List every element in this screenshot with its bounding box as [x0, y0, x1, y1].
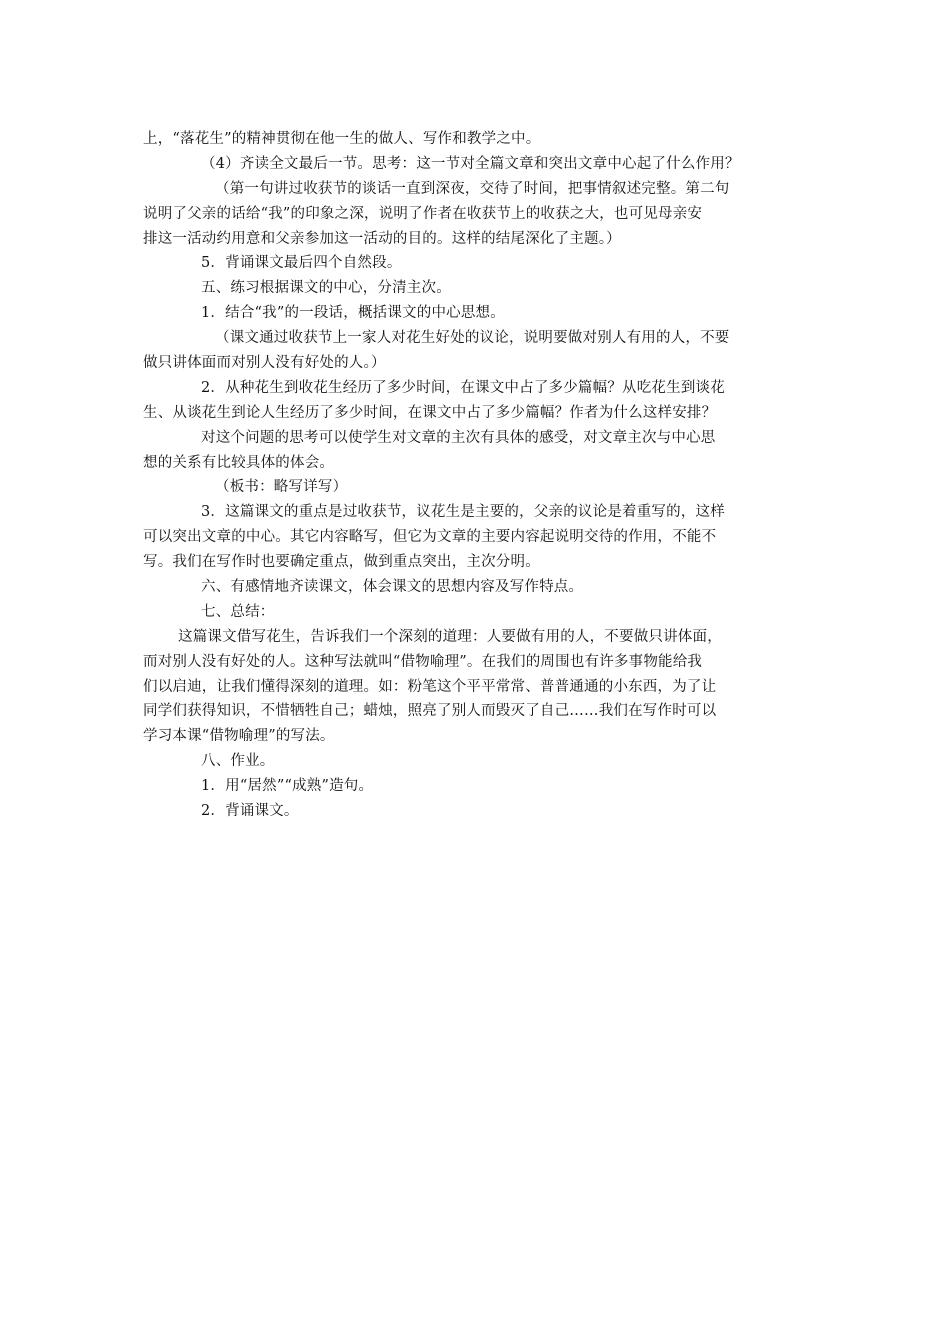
text-line: 2．从种花生到收花生经历了多少时间，在课文中占了多少篇幅？从吃花生到谈花 [201, 379, 725, 396]
text-line: （板书：略写详写） [215, 479, 348, 496]
text-line: 八、作业。 [201, 753, 275, 770]
text-line: （4）齐读全文最后一节。思考：这一节对全篇文章和突出文章中心起了什么作用？ [201, 155, 740, 172]
text-line: 五、练习根据课文的中心，分清主次。 [201, 280, 451, 297]
text-line: 做只讲体面而对别人没有好处的人。） [143, 355, 386, 372]
text-line: 可以突出文章的中心。其它内容略写，但它为文章的主要内容起说明交待的作用，不能不 [143, 529, 717, 546]
text-line: 2．背诵课文。 [201, 803, 299, 820]
text-line: 学习本课“借物喻理”的写法。 [143, 728, 335, 745]
text-line: 生、从谈花生到论人生经历了多少时间，在课文中占了多少篇幅？作者为什么这样安排？ [143, 404, 717, 421]
text-line: 对这个问题的思考可以使学生对文章的主次有具体的感受，对文章主次与中心思 [201, 429, 716, 446]
text-line: （第一句讲过收获节的谈话一直到深夜，交待了时间，把事情叙述完整。第二句 [215, 180, 730, 197]
text-line: 上，“落花生”的精神贯彻在他一生的做人、写作和教学之中。 [143, 131, 541, 147]
document-body [143, 127, 807, 824]
text-line: 六、有感情地齐读课文，体会课文的思想内容及写作特点。 [201, 579, 584, 596]
text-line: 七、总结： [201, 603, 275, 620]
text-line: 3．这篇课文的重点是过收获节，议花生是主要的，父亲的议论是着重写的，这样 [201, 504, 725, 521]
text-line: 而对别人没有好处的人。这种写法就叫“借物喻理”。在我们的周围也有许多事物能给我 [143, 653, 703, 670]
text-line: 说明了父亲的话给“我”的印象之深，说明了作者在收获节上的收获之大，也可见母亲安 [143, 205, 703, 222]
text-line: （课文通过收获节上一家人对花生好处的议论，说明要做对别人有用的人，不要 [215, 330, 730, 347]
text-line: 1．用“居然”“成熟”造句。 [201, 778, 374, 795]
text-line: 这篇课文借写花生，告诉我们一个深刻的道理：人要做有用的人，不要做只讲体面， [178, 628, 722, 645]
text-line: 排这一活动约用意和父亲参加这一活动的目的。这样的结尾深化了主题。） [143, 230, 621, 247]
text-line: 们以启迪，让我们懂得深刻的道理。如：粉笔这个平平常常、普普通通的小东西，为了让 [143, 678, 717, 695]
text-line: 1．结合“我”的一段话，概括课文的中心思想。 [201, 305, 505, 322]
text-line: 同学们获得知识，不惜牺牲自己；蜡烛，照亮了别人而毁灭了自己……我们在写作时可以 [143, 703, 717, 720]
text-line: 想的关系有比较具体的体会。 [143, 454, 335, 471]
text-line: 写。我们在写作时也要确定重点，做到重点突出，主次分明。 [143, 554, 540, 571]
text-line: 5．背诵课文最后四个自然段。 [201, 255, 402, 272]
